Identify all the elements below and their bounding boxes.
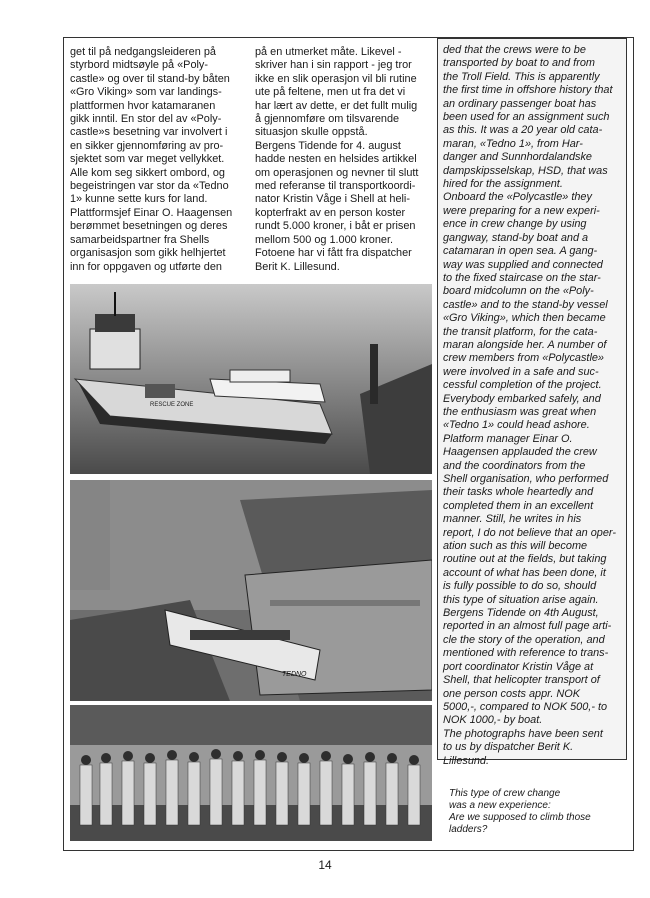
norwegian-text-column-1: get til på nedgangsleideren på styrbord midtsøyle på «Poly- castle» og over til stand-by båten «Gro Viking» som var landings- plattformen hvor katamaranen gikk inntil. En stor del av «Poly- castle»s besetning var involvert i en sikker gjennomføring av pro- sjektet som var meget vellykket. Alle kom seg sikkert ombord, og begeistringen var stor da «Tedno 1» kunne sette kurs for land. Plattformsjef Einar O. Haagensen berømmet besetningen og deres samarbeidspartner fra Shells organisasjon som gikk helhjertet inn for oppgaven og utførte den: [70, 46, 233, 273]
photo-standby-vessel-and-catamaran: [70, 284, 432, 474]
norwegian-text-column-2: på en utmerket måte. Likevel - skriver han i sin rapport - jeg tror ikke en slik operasjon vil bli rutine ute på feltene, men ut fra det vi har lært av dette, er det fullt mulig å gjennomføre om tilsvarende situasjon skulle oppstå. Bergens Tidende for 4. august hadde nesten en helsides artikkel om operasjonen og nevner til slutt med referanse til transportkoordi- nator Kristin Våge i Shell at heli- kopterfrakt av en person koster rundt 5.000 kroner, i båt er prisen mellom 500 og 1.000 kroner. Fotoene har vi fått fra dispatcher Berit K. Lillesund.: [255, 46, 419, 273]
photo-catamaran-alongside: [70, 480, 432, 701]
english-text-box: ded that the crews were to be transported by boat to and from the Troll Field. This is apparently the first time in offshore history that an ordinary passenger boat has been used for an assignment such as this. It was a 20 year old cata- maran, «Tedno 1», from Har- danger and Sunnhordalandske dampskipsselskap, HSD, that was hired for the assignment. Onboard the «Polycastle» they were preparing for a new experi- ence in crew change by using gangway, stand-by boat and a catamaran in open sea. A gang- way was supplied and connected to the fixed staircase on the star- board midcolumn on the «Poly- castle» and to the stand-by vessel «Gro Viking», which then became the transit platform, for the cata- maran alongside her. A number of crew members from «Polycastle» were involved in a safe and suc- cessful completion of the project. Everybody embarked safely, and the enthusiasm was great when «Tedno 1» could head ashore. Platform manager Einar O. Haagensen applauded the crew and the coordinators from the Shell organisation, who performed their tasks whole heartedly and completed them in an excellent manner. Still, he writes in his report, I do not believe that an oper- ation such as this will become routine out at the fields, but taking account of what has been done, it is fully possible to do so, should this type of situation arise again. Bergens Tidende on 4th August, reported in an almost full page arti- cle the story of the operation, and mentioned with reference to trans- port coordinator Kristin Våge at Shell, that helicopter transport of one person costs appr. NOK 5000,-, compared to NOK 500,- to NOK 1000,- by boat. The photographs have been sent to us by dispatcher Berit K. Lillesund.: [437, 38, 627, 760]
photo-crew-group: [70, 705, 432, 841]
page-number: 14: [318, 858, 332, 872]
photo-caption: This type of crew change was a new experience: Are we supposed to climb those ladders?: [449, 788, 591, 835]
ship-hull-label: RESCUE ZONE: [150, 402, 194, 408]
catamaran-name-label: TEDNO: [282, 671, 307, 678]
